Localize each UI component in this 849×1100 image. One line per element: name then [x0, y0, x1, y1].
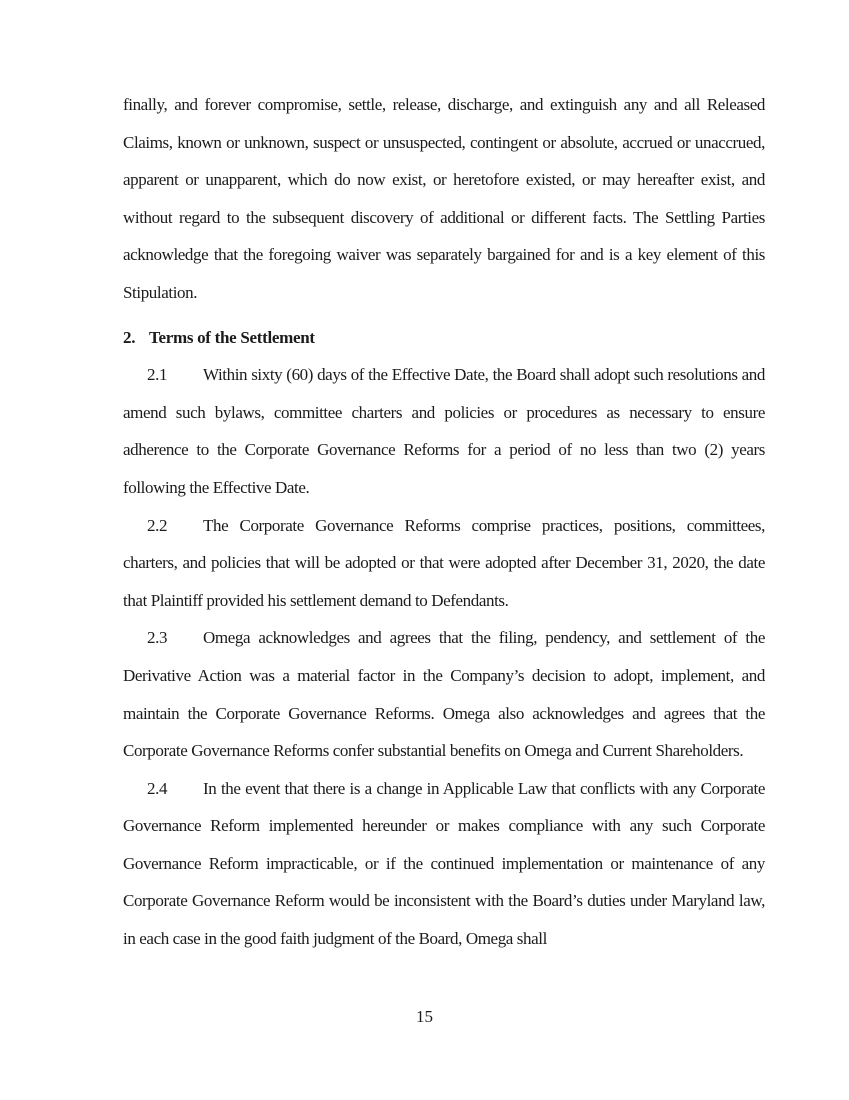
clause-2-2 [123, 507, 765, 620]
page-number: 15 [416, 1007, 433, 1026]
clause-2-1 [123, 356, 765, 506]
document-body [123, 86, 765, 958]
clause-2-2-number: 2.2 [147, 515, 168, 535]
clause-2-1-text: Within sixty (60) days of the Effective Date, the Board shall adopt such resolutions and amend such bylaws, committee charters and policies or procedures as necessary to ensure adherence to the Corporate Governance Reforms for a period of no less than two (2) years following the Effective Date. [123, 365, 765, 497]
clause-2-4-number: 2.4 [147, 778, 168, 798]
clause-2-4 [123, 770, 765, 958]
section-title: Terms of the Settlement [149, 327, 315, 347]
paragraph-continuation: finally, and forever compromise, settle, release, discharge, and extinguish any and all Released Claims, known or unknown, suspect or unsuspected, contingent or absolute, accrued or unaccrued, apparent or unapparent, which do now exist, or heretofore existed, or may hereafter exist, and without regard to the subsequent discovery of additional or different facts. The Settling Parties acknowledge that the foregoing waiver was separately bargained for and is a key element of this Stipulation. [123, 95, 765, 302]
clause-2-4-text: In the event that there is a change in Applicable Law that conflicts with any Corporate Governance Reform implemented hereunder or makes compliance with any such Corporate Governance Reform impracticable, or if the continued implementation or maintenance of any Corporate Governance Reform would be inconsistent with the Board’s duties under Maryland law, in each case in the good faith judgment of the Board, Omega shall [123, 778, 765, 949]
clause-2-2-text: The Corporate Governance Reforms comprise practices, positions, committees, charters, and policies that will be adopted or that were adopted after December 31, 2020, the date that Plaintiff provided his settlement demand to Defendants. [123, 515, 765, 610]
clause-2-3-text: Omega acknowledges and agrees that the filing, pendency, and settlement of the Derivative Action was a material factor in the Company’s decision to adopt, implement, and maintain the Corporate Governance Reforms. Omega also acknowledges and agrees that the Corporate Governance Reforms confer substantial benefits on Omega and Current Shareholders. [123, 628, 765, 761]
clause-2-1-number: 2.1 [147, 365, 168, 385]
section-number: 2. [123, 327, 136, 347]
section-heading [123, 319, 765, 357]
clause-2-3-number: 2.3 [147, 628, 168, 648]
clause-2-3 [123, 619, 765, 769]
